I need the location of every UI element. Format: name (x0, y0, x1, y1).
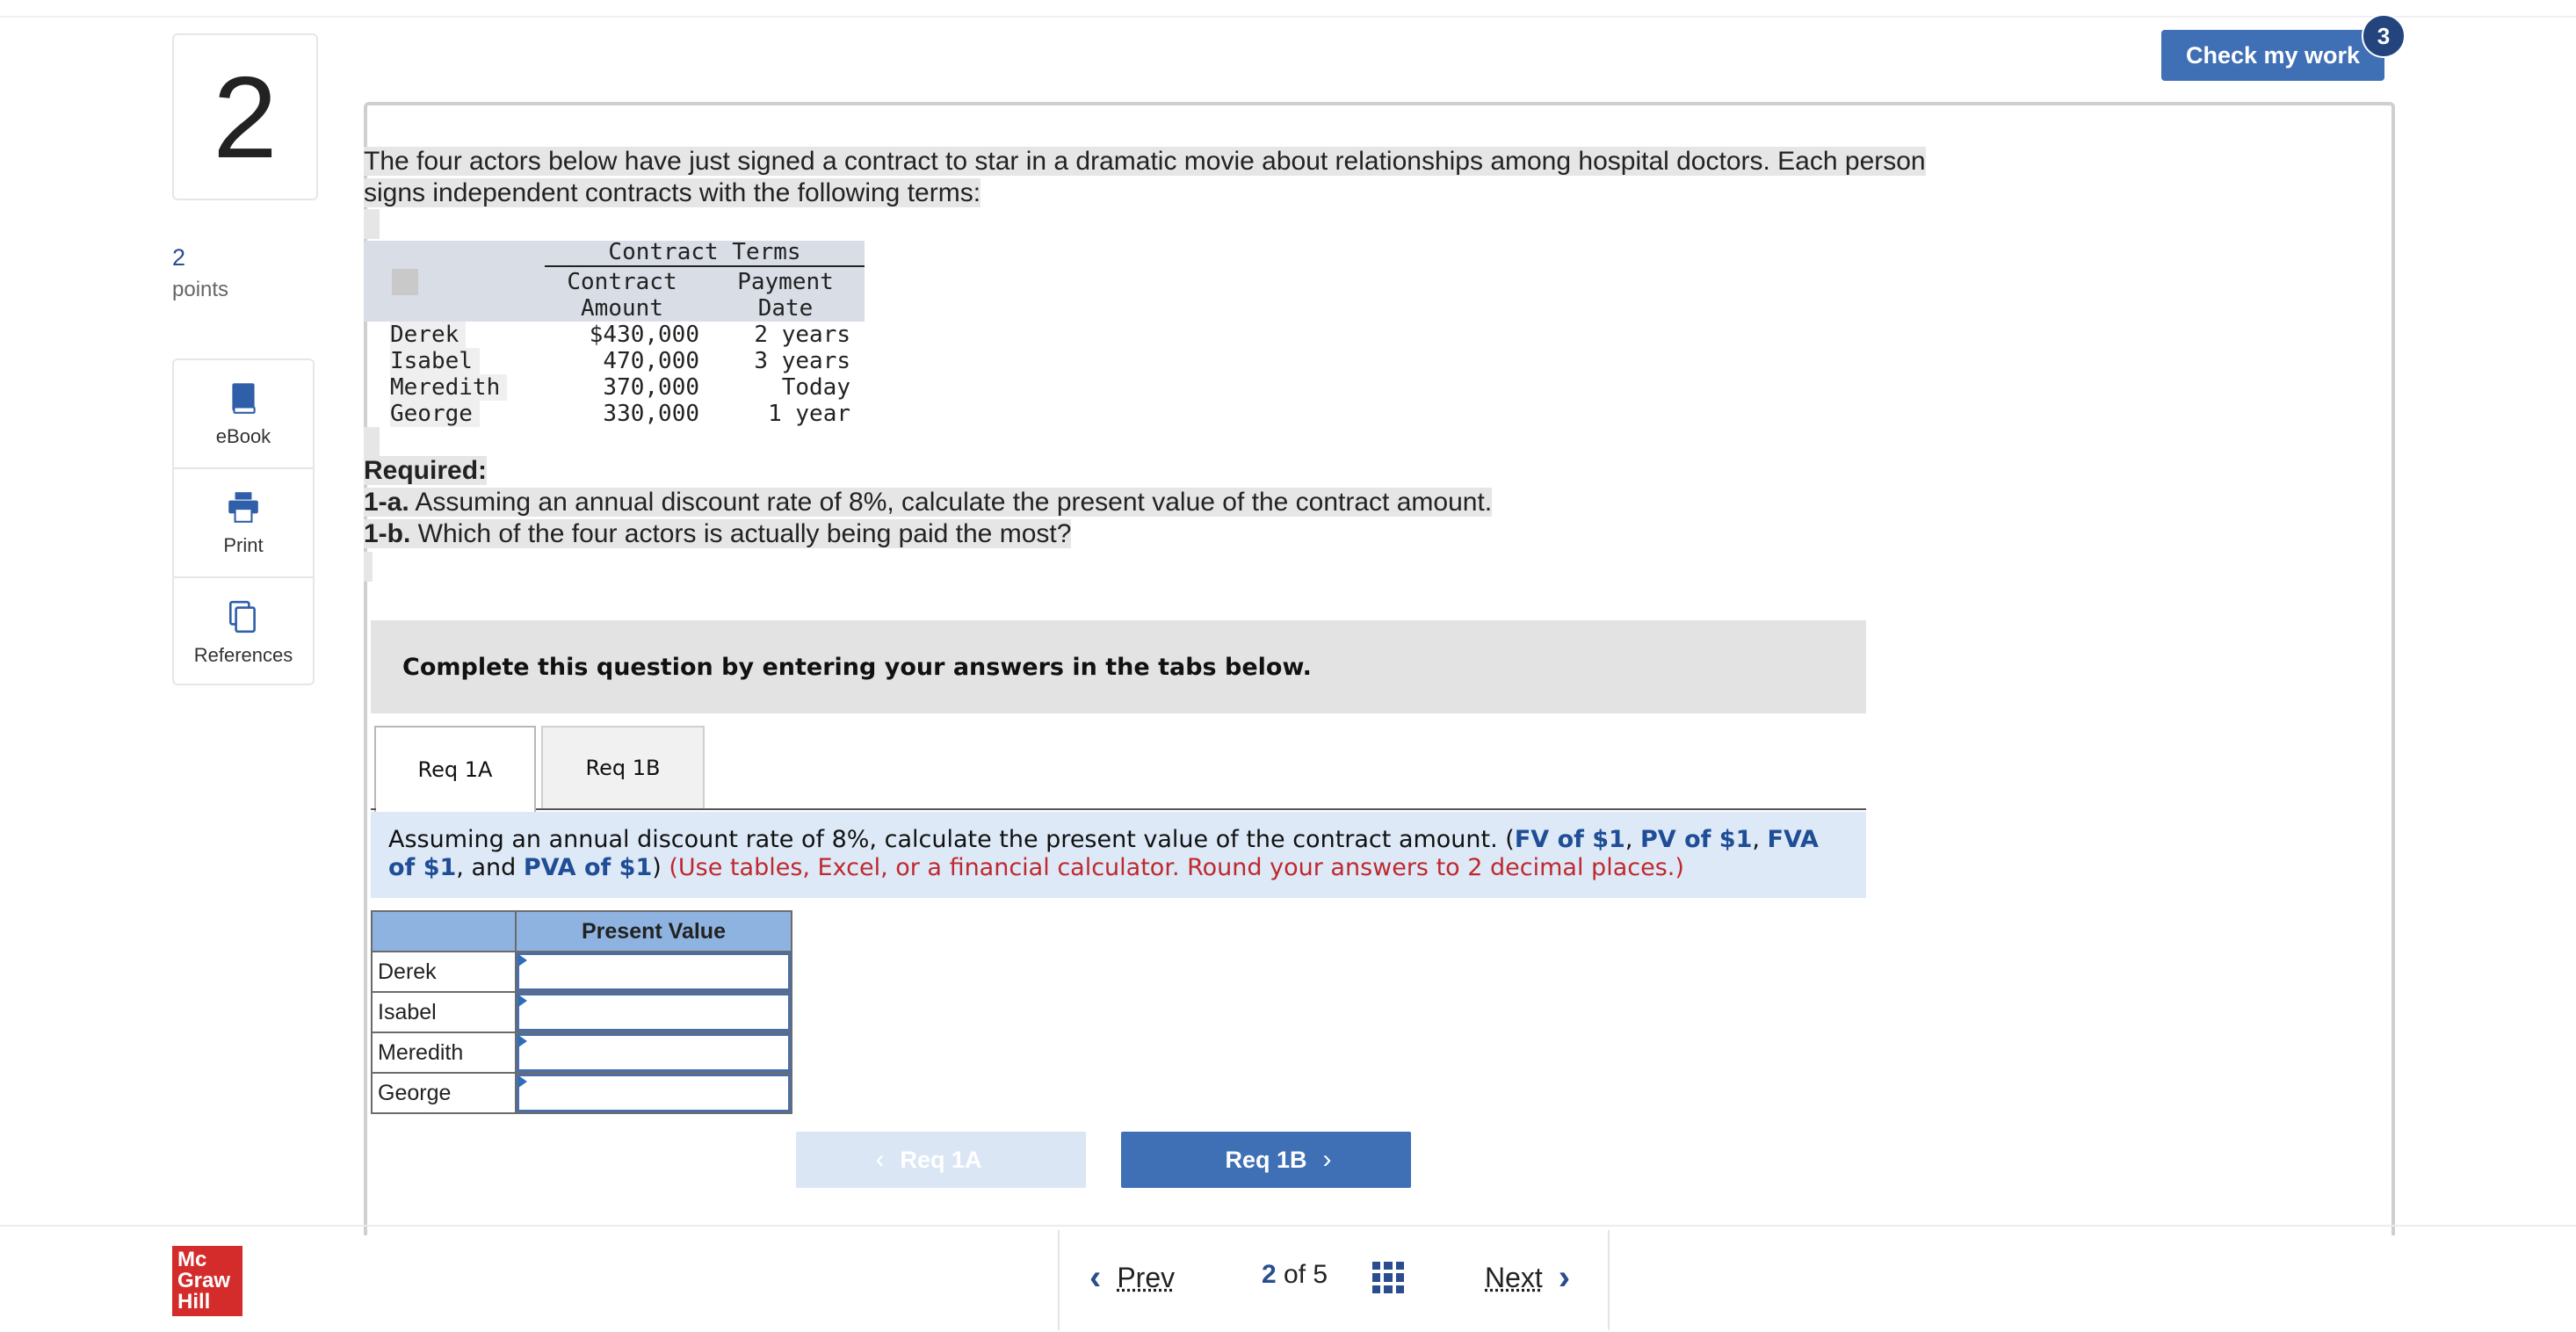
tab-req-1a[interactable]: Req 1A (374, 726, 536, 812)
contract-row (364, 322, 865, 348)
req-1b-text: Which of the four actors is actually being paid the most? (410, 519, 1072, 548)
print-label: Print (223, 534, 264, 556)
tools-panel (172, 358, 315, 685)
chevron-right-icon: › (1558, 1258, 1571, 1297)
answer-row-label: Derek (372, 952, 516, 992)
payment-date-header-line1: Payment (737, 269, 834, 295)
page-of: of (1284, 1260, 1306, 1289)
prev-label: Prev (1117, 1262, 1176, 1293)
prompt-text: Assuming an annual discount rate of 8%, calculate the present value of the contract amount. ( (388, 826, 1515, 853)
answer-row-label: Isabel (372, 992, 516, 1032)
answer-row-label: George (372, 1073, 516, 1113)
contract-amount: $430,000 (589, 322, 699, 348)
highlight-gutter (364, 552, 373, 582)
print-button[interactable] (174, 469, 313, 578)
payment-date-header (708, 269, 863, 322)
contract-table-title: Contract Terms (545, 239, 865, 267)
prev-question-button[interactable] (1089, 1258, 1190, 1298)
present-value-cell (516, 1073, 792, 1113)
fv-of-1-link[interactable]: FV of $1 (1514, 826, 1625, 853)
attempts-badge: 3 (2362, 14, 2406, 58)
present-value-cell (516, 952, 792, 992)
printer-icon (225, 489, 262, 525)
tab-req-1b[interactable]: Req 1B (541, 726, 705, 810)
present-value-header: Present Value (516, 911, 792, 952)
points-label: points (172, 278, 229, 301)
copy-icon (225, 598, 262, 635)
table-row (372, 992, 792, 1032)
question-number: 2 (213, 52, 278, 182)
prompt-note: (Use tables, Excel, or a financial calculator. Round your answers to 2 decimal places.) (669, 854, 1684, 881)
fva-of-1-link[interactable]: FVA of $1 (388, 826, 1819, 881)
input-marker-icon (518, 954, 527, 966)
table-row (372, 952, 792, 992)
table-row (372, 1073, 792, 1113)
prev-tab-label: Req 1A (900, 1146, 982, 1173)
references-button[interactable] (174, 578, 313, 687)
req-1a-text: Assuming an annual discount rate of 8%, calculate the present value of the contract amount. (409, 488, 1493, 517)
contract-amount-header-line1: Contract (567, 269, 677, 295)
contract-amount: 330,000 (603, 401, 699, 427)
chevron-right-icon: › (1322, 1145, 1332, 1174)
question-intro (364, 146, 2015, 209)
prompt-sep: , and (456, 854, 524, 881)
next-label: Next (1485, 1262, 1543, 1293)
input-marker-icon (518, 995, 527, 1007)
ebook-button[interactable] (174, 360, 313, 469)
intro-line-1: The four actors below have just signed a contract to star in a dramatic movie about relationships among hospital doctors. Each person (364, 147, 1926, 176)
contract-row (364, 348, 865, 374)
present-value-cell (516, 1032, 792, 1073)
prev-tab-button[interactable] (796, 1132, 1086, 1188)
payment-date: 1 year (768, 401, 850, 427)
pva-of-1-link[interactable]: PVA of $1 (523, 854, 653, 881)
instruction-box (371, 620, 1866, 713)
next-question-button[interactable] (1469, 1258, 1570, 1298)
next-tab-button[interactable] (1121, 1132, 1411, 1188)
check-my-work-button[interactable]: Check my work (2161, 30, 2384, 81)
points-value: 2 (172, 244, 186, 271)
payment-date: 2 years (754, 322, 850, 348)
answer-row-label: Meredith (372, 1032, 516, 1073)
input-marker-icon (518, 1075, 527, 1088)
current-page: 2 (1262, 1260, 1277, 1289)
req-1b-label: 1-b. (364, 519, 411, 548)
chevron-left-icon: ‹ (1089, 1258, 1102, 1297)
answer-table (371, 910, 792, 1114)
contract-amount: 370,000 (603, 374, 699, 401)
contract-amount: 470,000 (603, 348, 699, 374)
ebook-label: eBook (215, 425, 271, 447)
required-section (364, 455, 1492, 550)
actor-name: Derek (390, 322, 466, 348)
contract-row (364, 401, 865, 427)
payment-date-header-line2: Date (757, 295, 814, 322)
actor-name: Isabel (390, 348, 480, 374)
tab-prompt (371, 812, 1866, 898)
req-1a-label: 1-a. (364, 488, 409, 517)
actor-name: George (390, 401, 480, 427)
pv-of-1-link[interactable]: PV of $1 (1640, 826, 1753, 853)
total-pages: 5 (1313, 1260, 1328, 1289)
book-icon (225, 380, 262, 416)
prompt-sep: , (1624, 826, 1641, 853)
payment-date: Today (781, 374, 850, 401)
required-heading: Required: (364, 456, 488, 485)
prompt-sep: , (1752, 826, 1768, 853)
next-tab-label: Req 1B (1225, 1146, 1307, 1173)
top-divider (0, 0, 2576, 18)
logo-line: Hill (177, 1290, 211, 1314)
contract-row (364, 374, 865, 401)
chevron-left-icon: ‹ (875, 1145, 885, 1174)
logo-line: Mc (177, 1248, 207, 1271)
actor-name: Meredith (390, 374, 507, 401)
intro-line-2: signs independent contracts with the following terms: (364, 178, 981, 207)
present-value-cell (516, 992, 792, 1032)
highlight-gutter (364, 209, 380, 239)
present-value-input[interactable] (517, 952, 791, 991)
references-label: References (193, 644, 293, 666)
present-value-input[interactable] (517, 993, 791, 1032)
tab-underline (536, 808, 1866, 810)
present-value-input[interactable] (517, 1074, 791, 1112)
input-marker-icon (518, 1035, 527, 1047)
logo-line: Graw (177, 1269, 231, 1292)
table-row (372, 1032, 792, 1073)
instruction-text: Complete this question by entering your answers in the tabs below. (402, 653, 1312, 681)
page-indicator (1262, 1260, 1328, 1290)
contract-amount-header-line2: Amount (581, 295, 663, 322)
contract-table-corner (392, 269, 418, 295)
tab-underline-left (371, 808, 376, 810)
contract-amount-header (545, 269, 699, 322)
grid-icon[interactable] (1372, 1262, 1404, 1293)
mcgraw-hill-logo (172, 1246, 242, 1316)
highlight-gutter (364, 427, 380, 457)
prompt-close: ) (652, 854, 669, 881)
present-value-input[interactable] (517, 1033, 791, 1072)
payment-date: 3 years (754, 348, 850, 374)
answer-table-corner (372, 911, 516, 952)
question-number-box (172, 33, 318, 200)
